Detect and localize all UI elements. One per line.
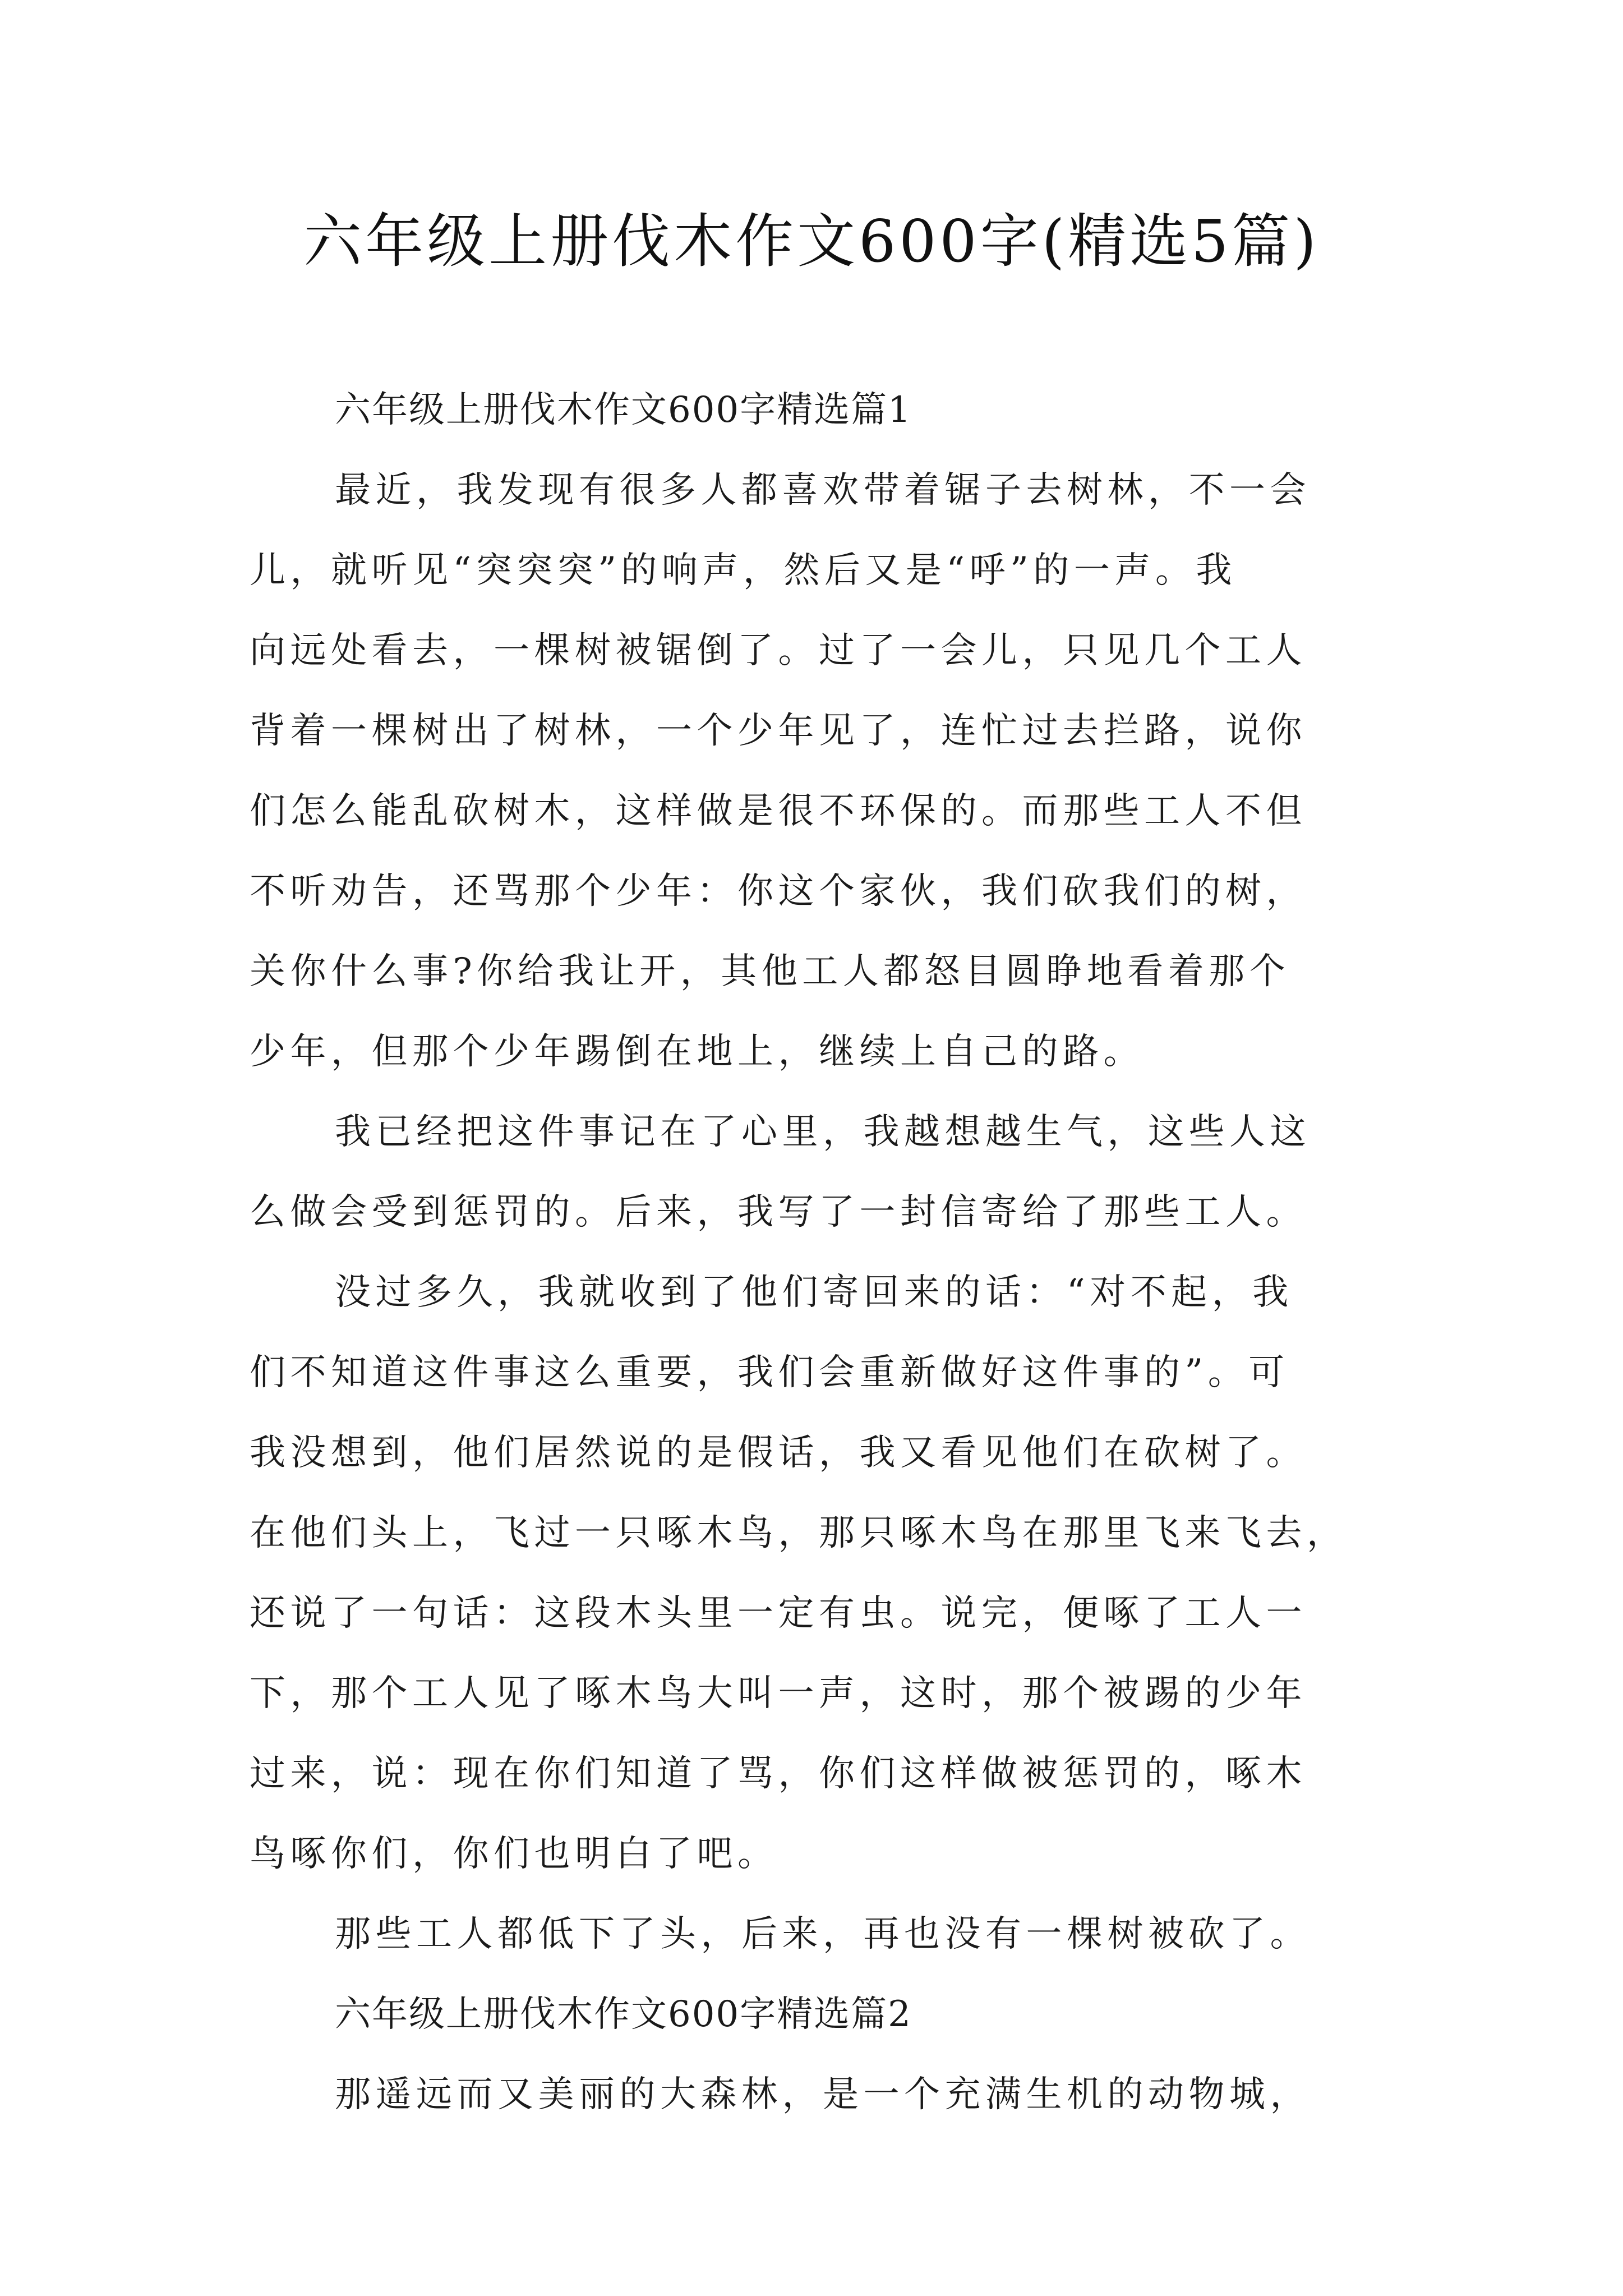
text-line: 那些工人都低下了头，后来，再也没有一棵树被砍了。 xyxy=(335,1913,1311,1955)
text-line: 最近，我发现有很多人都喜欢带着锯子去树林，不一会 xyxy=(335,470,1311,511)
text-line: 下，那个工人见了啄木鸟大叫一声，这时，那个被踢的少年 xyxy=(250,1673,1307,1714)
document-title: 六年级上册伐木作文600字(精选5篇) xyxy=(303,207,1320,275)
text-line: 们怎么能乱砍树木，这样做是很不环保的。而那些工人不但 xyxy=(250,790,1307,832)
text-line: 我没想到，他们居然说的是假话，我又看见他们在砍树了。 xyxy=(250,1432,1307,1474)
paragraph xyxy=(250,1894,1377,1975)
section-heading: 六年级上册伐木作文600字精选篇1 xyxy=(335,389,912,431)
text-line: 们不知道这件事这么重要，我们会重新做好这件事的”。可 xyxy=(250,1352,1289,1393)
text-line: 向远处看去，一棵树被锯倒了。过了一会儿，只见几个工人 xyxy=(250,630,1307,671)
text-line: 么做会受到惩罚的。后来，我写了一封信寄给了那些工人。 xyxy=(250,1191,1307,1233)
section-1 xyxy=(250,370,1377,1975)
paragraph xyxy=(250,2055,1377,2135)
paragraph xyxy=(250,1092,1377,1253)
text-line: 不听劝告，还骂那个少年：你这个家伙，我们砍我们的树， xyxy=(250,871,1307,912)
section-heading: 六年级上册伐木作文600字精选篇2 xyxy=(335,1994,912,2035)
paragraph xyxy=(250,450,1377,1092)
text-line: 背着一棵树出了树林，一个少年见了，连忙过去拦路，说你 xyxy=(250,710,1307,752)
section-2 xyxy=(250,1975,1377,2135)
text-line: 过来，说：现在你们知道了骂，你们这样做被惩罚的，啄木 xyxy=(250,1753,1307,1795)
text-line: 关你什么事?你给我让开，其他工人都怒目圆睁地看着那个 xyxy=(250,951,1290,992)
text-line: 没过多久，我就收到了他们寄回来的话：“对不起，我 xyxy=(335,1272,1293,1313)
paragraph xyxy=(250,1253,1377,1894)
document-body xyxy=(250,370,1377,2135)
text-line: 我已经把这件事记在了心里，我越想越生气，这些人这 xyxy=(335,1111,1311,1153)
text-line: 在他们头上，飞过一只啄木鸟，那只啄木鸟在那里飞来飞去， xyxy=(250,1512,1348,1554)
text-line: 还说了一句话：这段木头里一定有虫。说完，便啄了工人一 xyxy=(250,1593,1307,1634)
text-line: 少年，但那个少年踢倒在地上，继续上自己的路。 xyxy=(250,1031,1144,1073)
text-line: 那遥远而又美丽的大森林，是一个充满生机的动物城， xyxy=(335,2074,1311,2115)
text-line: 儿，就听见“突突突”的响声，然后又是“呼”的一声。我 xyxy=(250,550,1237,591)
text-line: 鸟啄你们，你们也明白了吧。 xyxy=(250,1833,778,1875)
